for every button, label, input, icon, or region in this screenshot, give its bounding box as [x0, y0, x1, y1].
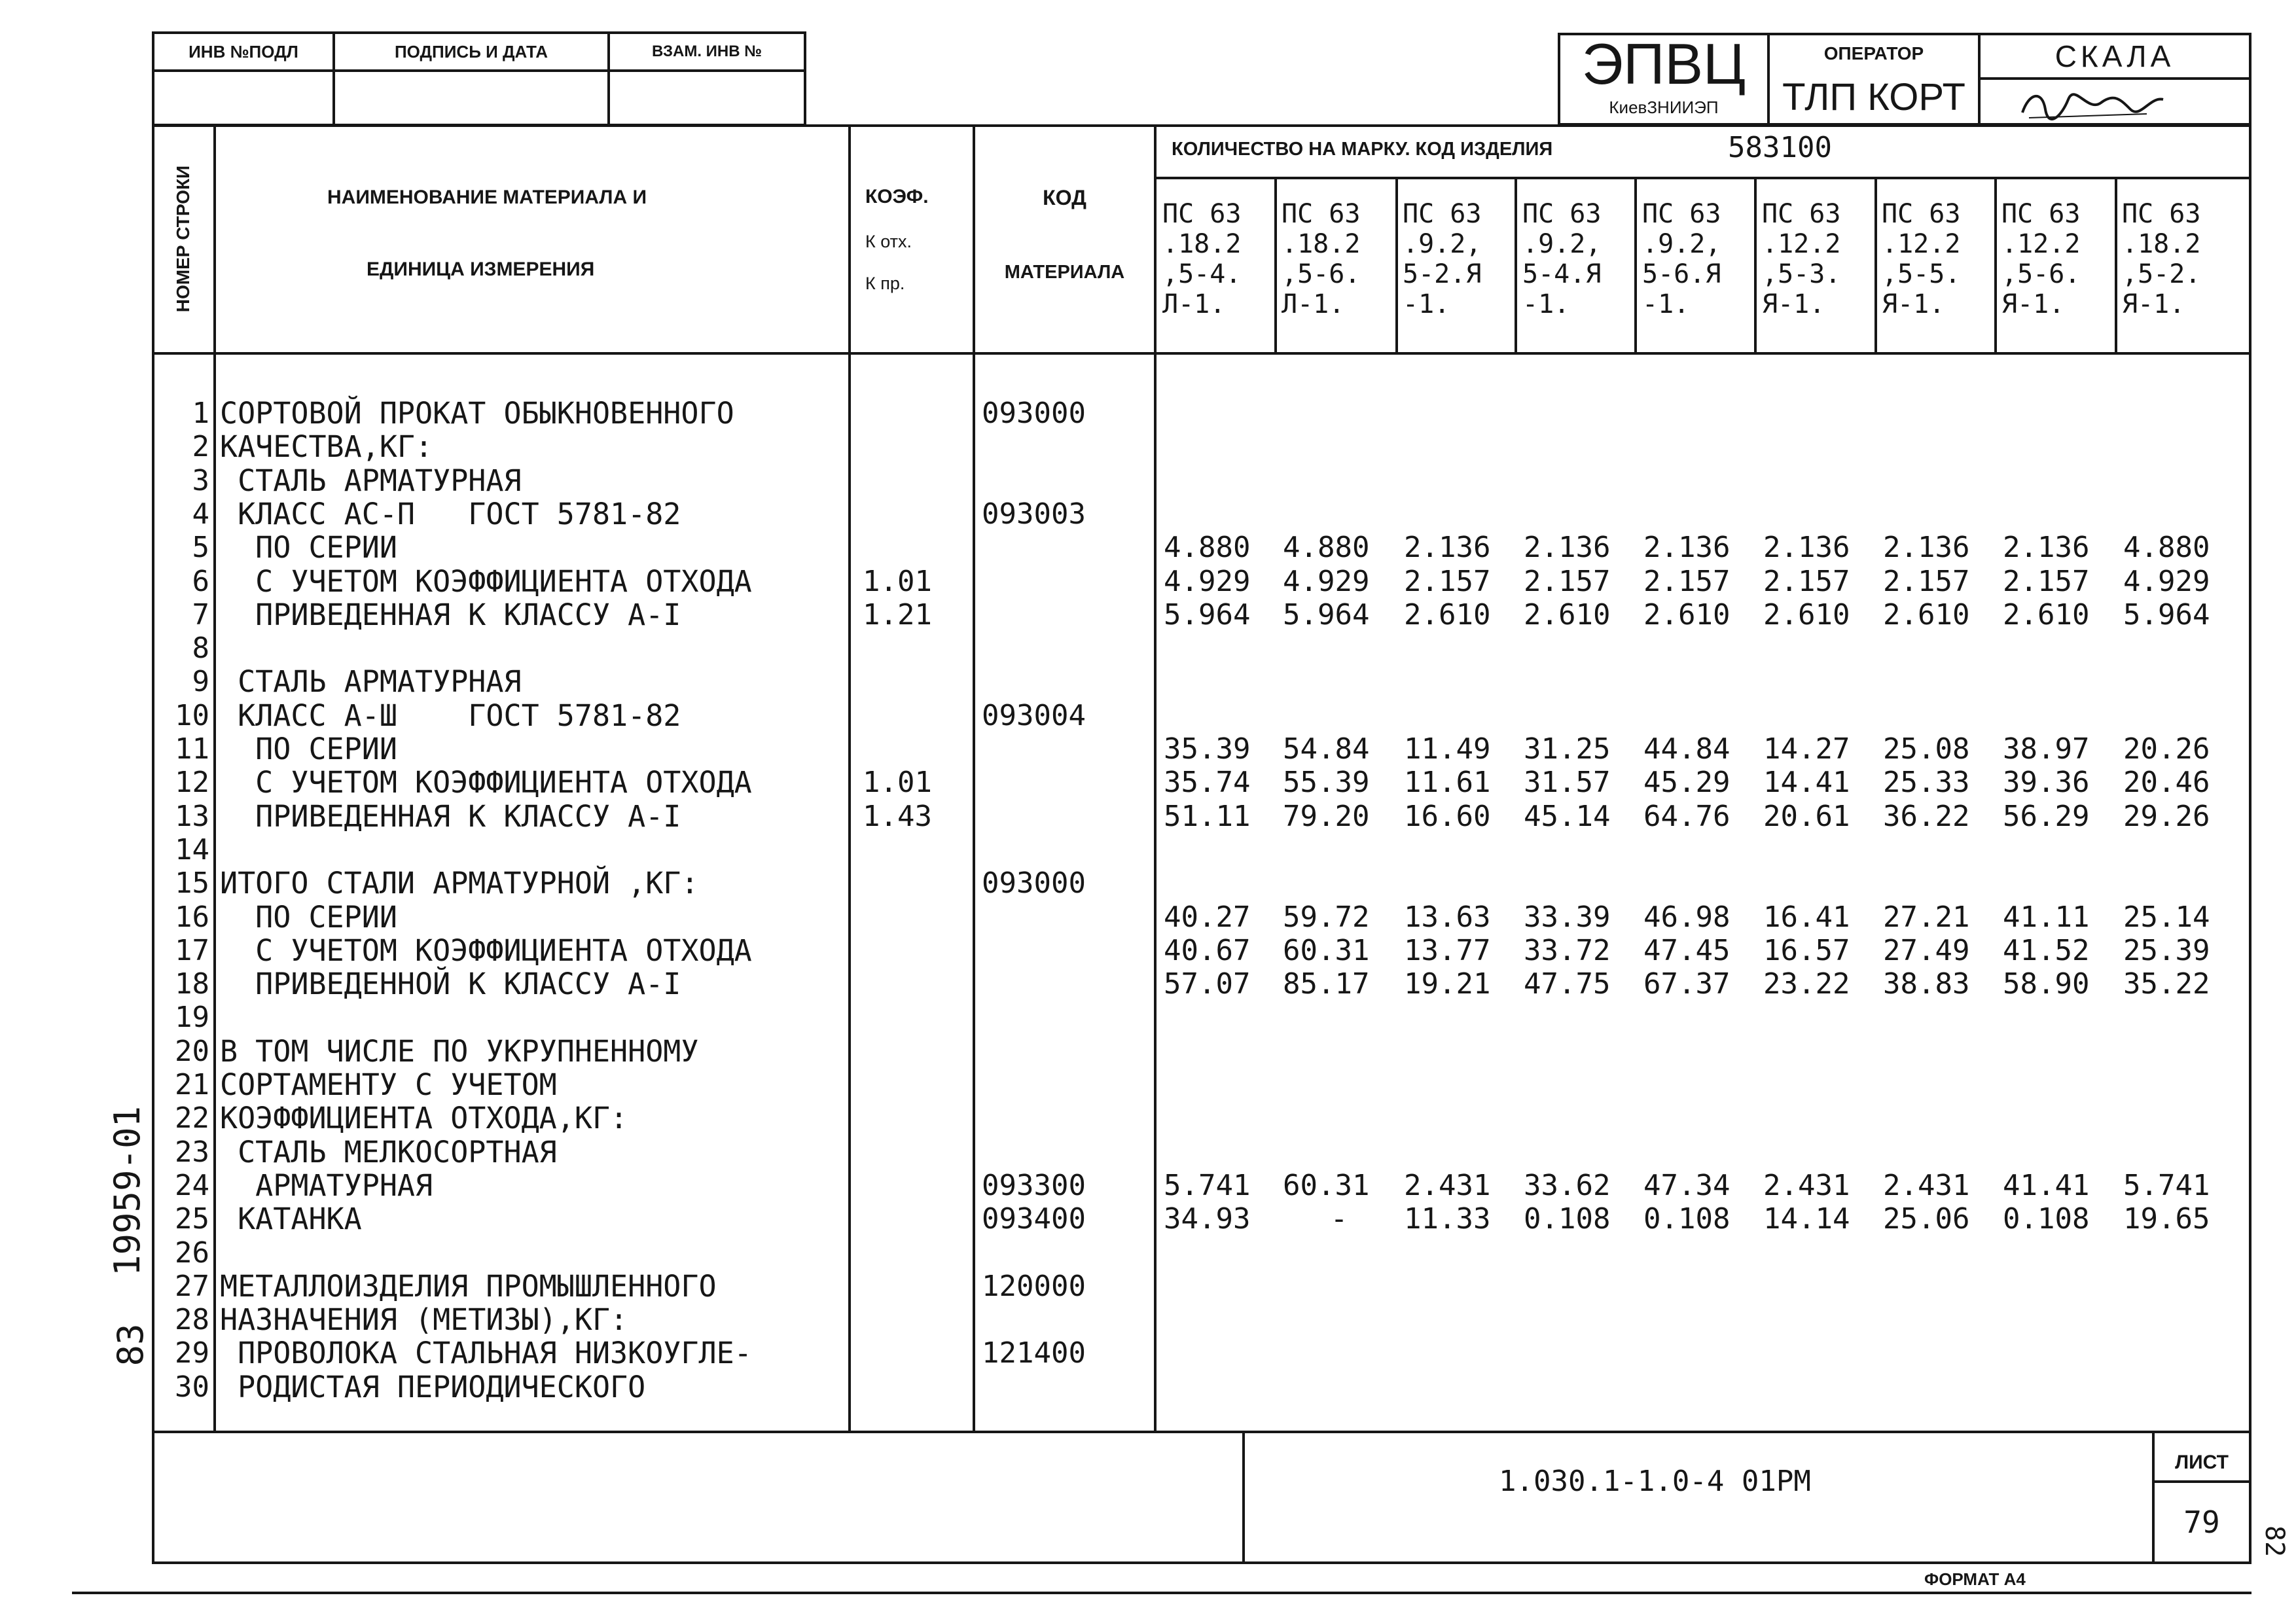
material-name: ПО СЕРИИ	[220, 899, 397, 935]
quantity-value: 60.31	[1283, 1168, 1370, 1202]
album-code: 19959-01	[107, 1105, 148, 1277]
quantity-value: 11.61	[1404, 766, 1491, 800]
row-number: 2	[192, 430, 209, 464]
row-number: 17	[175, 933, 209, 967]
row-number: 11	[175, 732, 209, 766]
quantity-value: 2.610	[1643, 597, 1731, 632]
row-number: 26	[175, 1236, 209, 1270]
quantity-value: 4.929	[1283, 564, 1370, 598]
material-name: С УЧЕТОМ КОЭФФИЦИЕНТА ОТХОДА	[220, 765, 752, 800]
material-code: 093004	[982, 698, 1086, 732]
row-number: 14	[175, 832, 209, 866]
quantity-value: 29.26	[2123, 799, 2210, 833]
quantity-value: 13.77	[1404, 933, 1491, 967]
quantity-value: 2.610	[1524, 597, 1611, 632]
material-code: 121400	[982, 1336, 1086, 1370]
row-number: 13	[175, 799, 209, 833]
coefficient: 1.43	[863, 799, 932, 833]
mark-header: ПС 63 .12.2 ,5-6. Я-1.	[2001, 199, 2081, 319]
coef-header-line-1: КОЭФ.	[865, 186, 929, 207]
code-header-line-2: МАТЕРИАЛА	[1004, 261, 1125, 283]
code-header-line-1: КОД	[1043, 185, 1086, 209]
row-number: 8	[192, 632, 209, 666]
quantity-value: 47.75	[1524, 967, 1611, 1001]
quantity-value: 2.136	[1524, 531, 1611, 565]
skala-label: СКАЛА	[2054, 39, 2175, 73]
quantity-value: 45.14	[1524, 799, 1611, 833]
material-name: ПО СЕРИИ	[220, 530, 397, 565]
quantity-value: 41.41	[2003, 1168, 2090, 1202]
quantity-value: 20.46	[2123, 766, 2210, 800]
name-header-line-2: ЕДИНИЦА ИЗМЕРЕНИЯ	[367, 259, 595, 280]
page-number-83: 83	[110, 1323, 151, 1366]
signature-mark	[2016, 80, 2173, 123]
row-number: 16	[175, 900, 209, 934]
material-name: СОРТОВОЙ ПРОКАТ ОБЫКНОВЕННОГО	[220, 396, 734, 431]
quantity-value: 33.62	[1524, 1168, 1611, 1202]
row-number: 25	[175, 1202, 209, 1236]
row-number: 21	[175, 1068, 209, 1101]
quantity-value: 27.49	[1883, 933, 1970, 967]
quantity-value: 46.98	[1643, 900, 1731, 934]
quantity-value: 45.29	[1643, 766, 1731, 800]
quantity-value: 2.157	[1404, 564, 1491, 598]
document-code: 1.030.1-1.0-4 01РМ	[1499, 1465, 1811, 1498]
material-name: СТАЛЬ АРМАТУРНАЯ	[220, 463, 522, 498]
quantity-value: 2.431	[1763, 1168, 1850, 1202]
quantity-value: 16.60	[1404, 799, 1491, 833]
row-number: 29	[175, 1336, 209, 1370]
org-main-title: ЭПВЦ	[1581, 31, 1746, 96]
row-number: 20	[175, 1034, 209, 1068]
quantity-value: 79.20	[1283, 799, 1370, 833]
material-code: 093400	[982, 1202, 1086, 1236]
mark-header: ПС 63 .18.2 ,5-4. Л-1.	[1162, 199, 1242, 319]
quantity-value: 2.157	[2003, 564, 2090, 598]
mark-header: ПС 63 .18.2 ,5-2. Я-1.	[2122, 199, 2201, 319]
row-number: 18	[175, 967, 209, 1001]
quantity-value: 0.108	[2003, 1202, 2090, 1236]
table-body	[0, 397, 2296, 1404]
row-number: 12	[175, 766, 209, 800]
material-name: СОРТАМЕНТУ С УЧЕТОМ	[220, 1067, 557, 1102]
quantity-value: 40.67	[1164, 933, 1251, 967]
material-name: ПРОВОЛОКА СТАЛЬНАЯ НИЗКОУГЛЕ-	[220, 1336, 752, 1371]
material-name: СТАЛЬ АРМАТУРНАЯ	[220, 664, 522, 700]
stamp-vzam-inv-label: ВЗАМ. ИНВ №	[651, 43, 762, 60]
quantity-value: 2.610	[1763, 597, 1850, 632]
material-name: ПО СЕРИИ	[220, 732, 397, 766]
quantity-value: 59.72	[1283, 900, 1370, 934]
quantity-value: 25.33	[1883, 766, 1970, 800]
quantity-value: 41.52	[2003, 933, 2090, 967]
quantity-value: 4.880	[2123, 531, 2210, 565]
row-number: 23	[175, 1135, 209, 1169]
org-sub-title: КиевЗНИИЭП	[1609, 97, 1719, 117]
quantity-value: 39.36	[2003, 766, 2090, 800]
quantity-value: 14.27	[1763, 732, 1850, 766]
quantity-value: 55.39	[1283, 766, 1370, 800]
quantity-value: 35.39	[1164, 732, 1251, 766]
quantity-value: 11.33	[1404, 1202, 1491, 1236]
material-name: КАЧЕСТВА,КГ:	[220, 429, 433, 465]
sheet-number: 79	[2183, 1505, 2220, 1540]
material-name: ПРИВЕДЕННОЙ К КЛАССУ А-I	[220, 967, 681, 1002]
coefficient: 1.01	[863, 766, 932, 800]
quantity-value: 25.14	[2123, 900, 2210, 934]
quantity-value: 2.157	[1524, 564, 1611, 598]
quantity-value: 19.21	[1404, 967, 1491, 1001]
row-number: 30	[175, 1370, 209, 1404]
row-number: 28	[175, 1303, 209, 1337]
quantity-value: 85.17	[1283, 967, 1370, 1001]
quantity-value: 4.929	[2123, 564, 2210, 598]
quantity-value: 5.741	[1164, 1168, 1251, 1202]
material-name: КАТАНКА	[220, 1202, 362, 1237]
quantity-value: 34.93	[1164, 1202, 1251, 1236]
quantity-value: 25.08	[1883, 732, 1970, 766]
quantity-value: 33.72	[1524, 933, 1611, 967]
material-name: ИТОГО СТАЛИ АРМАТУРНОЙ ,КГ:	[220, 866, 699, 901]
material-code: 093300	[982, 1168, 1086, 1202]
row-number: 5	[192, 531, 209, 565]
operator-value: ТЛП КОРТ	[1782, 75, 1965, 118]
quantity-value: 51.11	[1164, 799, 1251, 833]
quantity-value: 36.22	[1883, 799, 1970, 833]
quantity-value: 41.11	[2003, 900, 2090, 934]
sheet-label: ЛИСТ	[2175, 1452, 2229, 1473]
row-number: 6	[192, 564, 209, 598]
quantity-header: КОЛИЧЕСТВО НА МАРКУ. КОД ИЗДЕЛИЯ	[1172, 139, 1553, 160]
coefficient: 1.01	[863, 564, 932, 598]
quantity-value: 20.26	[2123, 732, 2210, 766]
quantity-value: 5.741	[2123, 1168, 2210, 1202]
quantity-value: 4.880	[1164, 531, 1251, 565]
material-name: В ТОМ ЧИСЛЕ ПО УКРУПНЕННОМУ	[220, 1033, 699, 1069]
coefficient: 1.21	[863, 597, 932, 632]
quantity-value: 38.97	[2003, 732, 2090, 766]
row-number: 1	[192, 397, 209, 430]
row-number-header: НОМЕР СТРОКИ	[173, 165, 193, 313]
material-name: КЛАСС А-Ш ГОСТ 5781-82	[220, 698, 681, 733]
quantity-value: 0.108	[1524, 1202, 1611, 1236]
mark-header: ПС 63 .18.2 ,5-6. Л-1.	[1282, 199, 1361, 319]
quantity-value: 60.31	[1283, 933, 1370, 967]
quantity-value: 5.964	[1283, 597, 1370, 632]
quantity-value: 16.41	[1763, 900, 1850, 934]
material-code: 120000	[982, 1269, 1086, 1303]
quantity-value: 47.45	[1643, 933, 1731, 967]
quantity-value: 33.39	[1524, 900, 1611, 934]
quantity-value: 40.27	[1164, 900, 1251, 934]
quantity-value: 2.610	[2003, 597, 2090, 632]
product-code: 583100	[1728, 131, 1832, 164]
quantity-value: 27.21	[1883, 900, 1970, 934]
quantity-value: 2.157	[1643, 564, 1731, 598]
quantity-value: 2.136	[1643, 531, 1731, 565]
material-name: МЕТАЛЛОИЗДЕЛИЯ ПРОМЫШЛЕННОГО	[220, 1268, 717, 1304]
mark-header: ПС 63 .12.2 ,5-3. Я-1.	[1762, 199, 1841, 319]
material-name: С УЧЕТОМ КОЭФФИЦИЕНТА ОТХОДА	[220, 933, 752, 968]
coef-header-line-3: К пр.	[865, 274, 905, 293]
quantity-value: 2.136	[1763, 531, 1850, 565]
quantity-value: 47.34	[1643, 1168, 1731, 1202]
quantity-value: 58.90	[2003, 967, 2090, 1001]
row-number: 4	[192, 497, 209, 531]
quantity-value: 11.49	[1404, 732, 1491, 766]
quantity-value: 2.136	[2003, 531, 2090, 565]
material-name: КЛАСС АС-П ГОСТ 5781-82	[220, 496, 681, 531]
quantity-value: 2.136	[1404, 531, 1491, 565]
quantity-value: 54.84	[1283, 732, 1370, 766]
quantity-value: 64.76	[1643, 799, 1731, 833]
quantity-value: -	[1330, 1202, 1348, 1236]
quantity-value: 67.37	[1643, 967, 1731, 1001]
quantity-value: 57.07	[1164, 967, 1251, 1001]
material-code: 093000	[982, 866, 1086, 901]
quantity-value: 31.25	[1524, 732, 1611, 766]
row-number: 10	[175, 698, 209, 732]
material-name: КОЭФФИЦИЕНТА ОТХОДА,КГ:	[220, 1101, 628, 1136]
format-label: ФОРМАТ А4	[1924, 1569, 2026, 1589]
material-name: ПРИВЕДЕННАЯ К КЛАССУ А-I	[220, 798, 681, 834]
quantity-value: 0.108	[1643, 1202, 1731, 1236]
quantity-value: 16.57	[1763, 933, 1850, 967]
quantity-value: 2.157	[1883, 564, 1970, 598]
material-name: РОДИСТАЯ ПЕРИОДИЧЕСКОГО	[220, 1369, 646, 1404]
quantity-value: 38.83	[1883, 967, 1970, 1001]
quantity-value: 14.41	[1763, 766, 1850, 800]
quantity-value: 25.39	[2123, 933, 2210, 967]
material-code: 093003	[982, 497, 1086, 531]
quantity-value: 35.22	[2123, 967, 2210, 1001]
page-number-82: 82	[2259, 1525, 2289, 1558]
quantity-value: 25.06	[1883, 1202, 1970, 1236]
quantity-value: 2.136	[1883, 531, 1970, 565]
quantity-value: 5.964	[2123, 597, 2210, 632]
mark-header: ПС 63 .12.2 ,5-5. Я-1.	[1882, 199, 1961, 319]
quantity-value: 35.74	[1164, 766, 1251, 800]
row-number: 9	[192, 665, 209, 699]
quantity-value: 2.431	[1883, 1168, 1970, 1202]
quantity-value: 5.964	[1164, 597, 1251, 632]
row-number: 24	[175, 1168, 209, 1202]
row-number: 22	[175, 1101, 209, 1135]
mark-header: ПС 63 .9.2, 5-6.Я -1.	[1642, 199, 1721, 319]
mark-header: ПС 63 .9.2, 5-2.Я -1.	[1403, 199, 1482, 319]
row-number: 15	[175, 866, 209, 901]
name-header-line-1: НАИМЕНОВАНИЕ МАТЕРИАЛА И	[327, 187, 647, 208]
stamp-signature-date-label: ПОДПИСЬ И ДАТА	[394, 41, 548, 62]
row-number: 27	[175, 1269, 209, 1303]
row-number: 3	[192, 463, 209, 497]
quantity-value: 19.65	[2123, 1202, 2210, 1236]
quantity-value: 2.610	[1883, 597, 1970, 632]
material-name: ПРИВЕДЕННАЯ К КЛАССУ А-I	[220, 597, 681, 632]
quantity-value: 2.431	[1404, 1168, 1491, 1202]
material-name: НАЗНАЧЕНИЯ (МЕТИЗЫ),КГ:	[220, 1302, 628, 1338]
row-number: 19	[175, 1001, 209, 1035]
quantity-value: 23.22	[1763, 967, 1850, 1001]
mark-header: ПС 63 .9.2, 5-4.Я -1.	[1522, 199, 1602, 319]
operator-label: ОПЕРАТОР	[1823, 43, 1924, 63]
material-name: СТАЛЬ МЕЛКОСОРТНАЯ	[220, 1134, 557, 1169]
quantity-value: 56.29	[2003, 799, 2090, 833]
material-name: С УЧЕТОМ КОЭФФИЦИЕНТА ОТХОДА	[220, 563, 752, 599]
row-number: 7	[192, 597, 209, 632]
quantity-value: 14.14	[1763, 1202, 1850, 1236]
bottom-rule	[72, 1592, 2251, 1594]
stamp-inv-podl-label: ИНВ №ПОДЛ	[188, 41, 298, 62]
quantity-value: 44.84	[1643, 732, 1731, 766]
material-name: АРМАТУРНАЯ	[220, 1168, 433, 1203]
quantity-value: 2.610	[1404, 597, 1491, 632]
material-code: 093000	[982, 397, 1086, 430]
quantity-value: 2.157	[1763, 564, 1850, 598]
quantity-value: 20.61	[1763, 799, 1850, 833]
quantity-value: 4.880	[1283, 531, 1370, 565]
quantity-value: 4.929	[1164, 564, 1251, 598]
quantity-value: 13.63	[1404, 900, 1491, 934]
quantity-value: 31.57	[1524, 766, 1611, 800]
coef-header-line-2: К отх.	[865, 232, 912, 251]
